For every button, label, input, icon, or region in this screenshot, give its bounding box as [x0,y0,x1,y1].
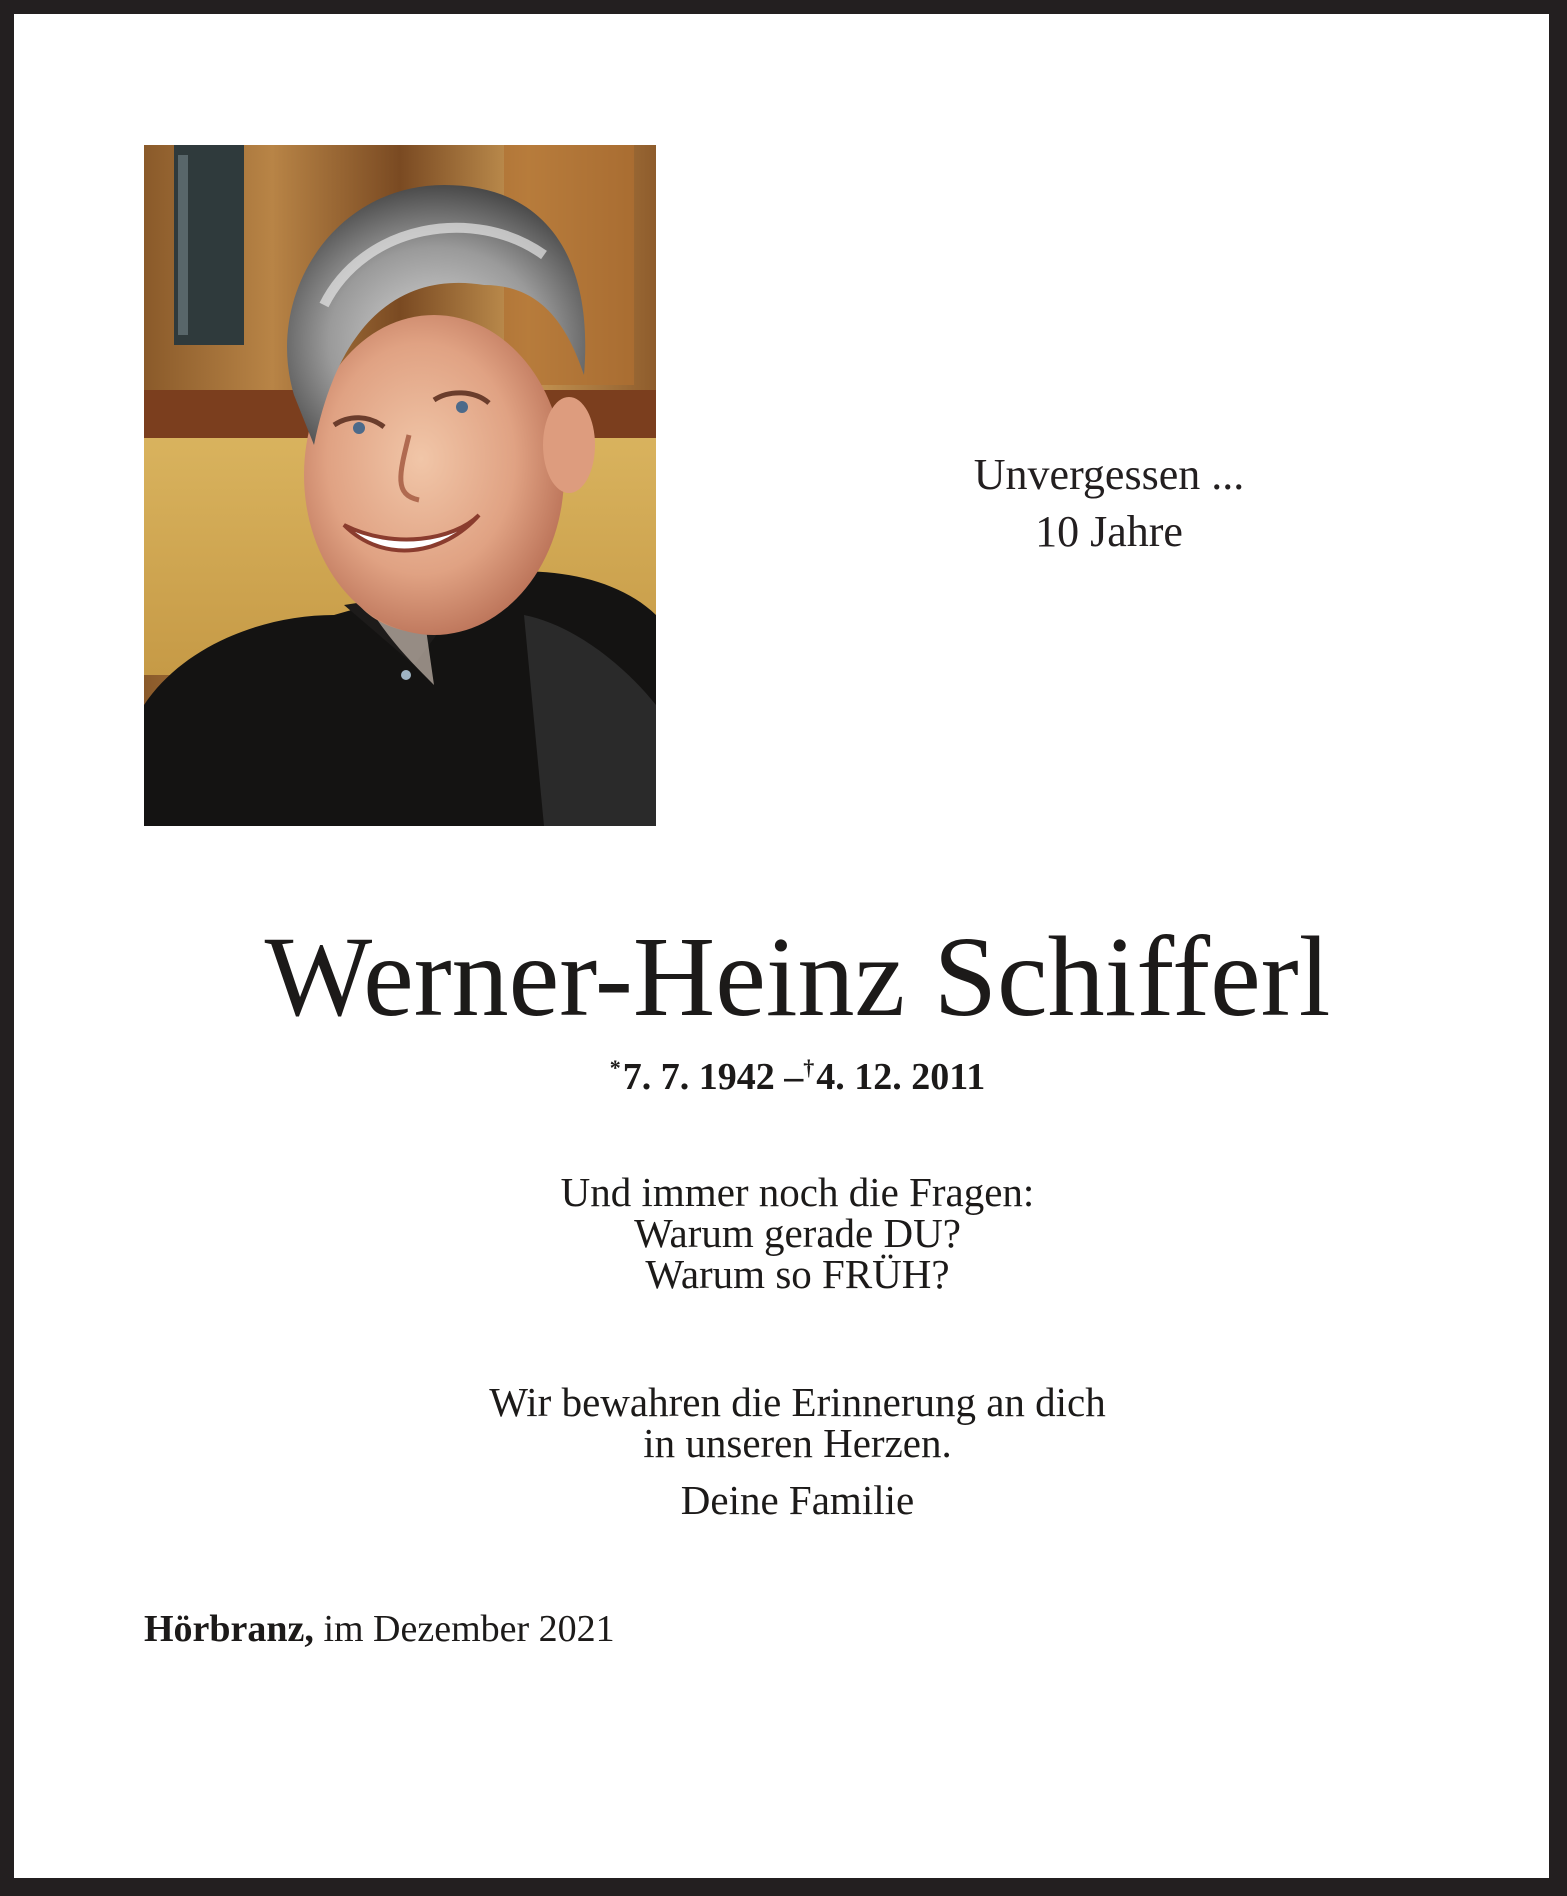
death-date: 4. 12. 2011 [816,1056,986,1098]
birth-date: 7. 7. 1942 [622,1056,775,1098]
verse-line: in unseren Herzen. [643,1420,952,1466]
life-dates [14,1044,1567,1101]
date-separator: – [774,1056,804,1098]
place-name: Hörbranz, [144,1608,314,1650]
deceased-name: Werner-Heinz Schifferl [264,913,1331,1040]
verse-questions [14,1169,1567,1297]
verse-remembrance [14,1379,1567,1466]
verse-line: Warum so FRÜH? [645,1251,950,1297]
motto-line-1: Unvergessen ... [973,450,1245,499]
place-and-date [144,1608,615,1650]
date-line: im Dezember 2021 [313,1608,615,1650]
motto-line-2: 10 Jahre [1035,507,1183,556]
portrait-photo [144,145,656,826]
family-signature: Deine Familie [680,1477,915,1523]
verse-line: Warum gerade DU? [634,1210,961,1256]
death-symbol: † [803,1055,815,1080]
verse-line: Wir bewahren die Erinnerung an dich [489,1379,1106,1425]
motto [874,446,1344,560]
verse-line: Und immer noch die Fragen: [560,1169,1035,1215]
birth-symbol: * [609,1055,621,1080]
